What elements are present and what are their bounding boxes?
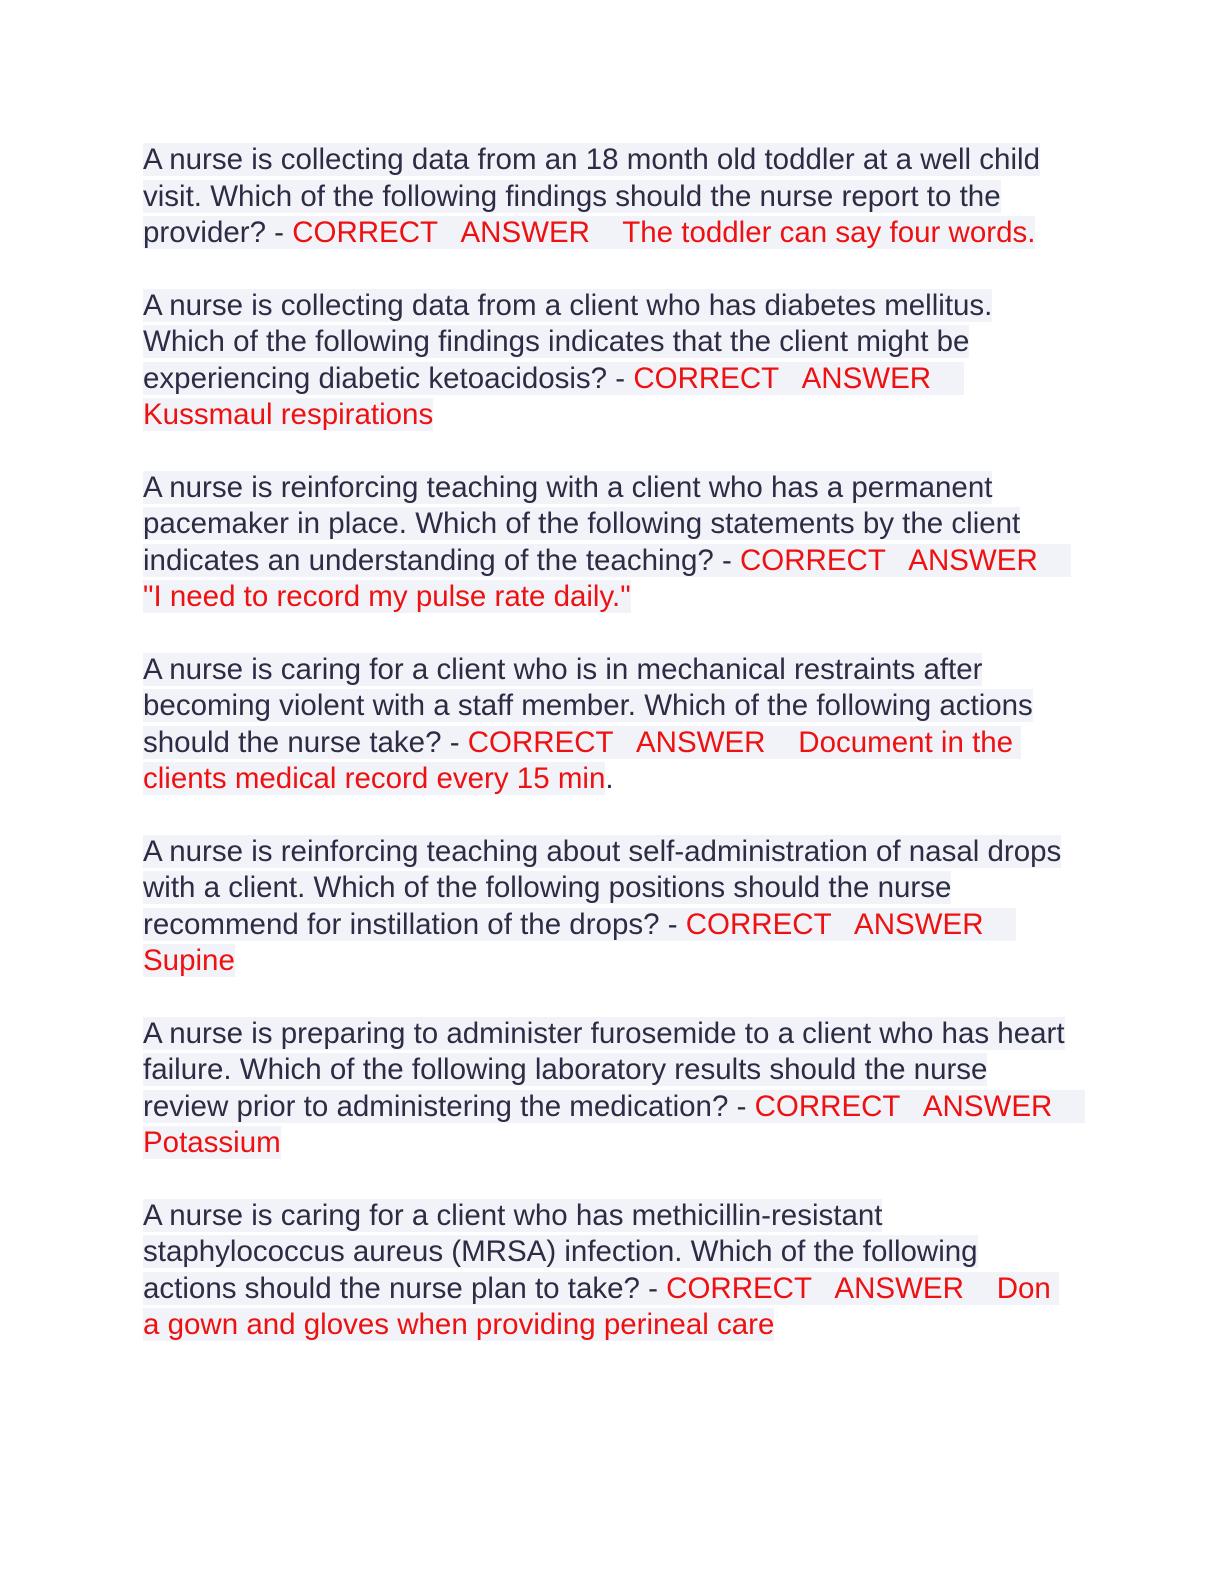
question-text: A nurse is preparing to administer furosemide to a client who has heart failure. Which of the following laboratory results should the nurse review prior to administering the medication?: [143, 1016, 1065, 1123]
qa-item-4: [143, 652, 1073, 798]
answer-text: CORRECT ANSWER Don a gown and gloves when providing perineal care: [143, 1271, 1060, 1341]
answer-separator: -: [639, 1271, 667, 1305]
question-text: A nurse is collecting data from a client who has diabetes mellitus. Which of the following findings indicates that the client might be experiencing diabetic ketoacidosis?: [143, 288, 993, 395]
qa-item-3: [143, 470, 1073, 616]
qa-item-6: [143, 1016, 1086, 1162]
answer-text: CORRECT ANSWER Supine: [143, 907, 1017, 977]
answer-text: CORRECT ANSWER "I need to record my pulse rate daily.": [143, 543, 1071, 613]
answer-separator: -: [441, 725, 468, 759]
answer-separator: -: [607, 361, 634, 395]
answer-separator: -: [728, 1089, 755, 1123]
question-text: A nurse is caring for a client who is in mechanical restraints after becoming violent with a staff member. Which of the following actions should the nurse take?: [143, 652, 1033, 759]
qa-item-1: [143, 142, 1073, 252]
answer-text: CORRECT ANSWER Document in the clients medical record every 15 min: [143, 725, 1022, 795]
qa-item-5: [143, 834, 1073, 980]
answer-trailing: .: [605, 762, 614, 795]
question-text: A nurse is collecting data from an 18 month old toddler at a well child visit. Which of the following findings should the nurse report to the provider?: [143, 143, 1040, 249]
question-text: A nurse is reinforcing teaching about self-administration of nasal drops with a client. Which of the following positions should the nurse recommend for instillation of the drops?: [143, 834, 1062, 941]
answer-separator: -: [265, 216, 293, 249]
answer-separator: -: [713, 543, 740, 577]
answer-text: CORRECT ANSWER The toddler can say four words.: [292, 216, 1036, 249]
answer-text: CORRECT ANSWER Potassium: [143, 1089, 1086, 1159]
document-page: [143, 142, 1086, 1380]
qa-item-2: [143, 288, 1073, 434]
qa-item-7: [143, 1198, 1073, 1344]
question-text: A nurse is reinforcing teaching with a client who has a permanent pacemaker in place. Which of the following statements by the client indicates an understanding of the teaching?: [143, 470, 1021, 577]
answer-text: CORRECT ANSWER Kussmaul respirations: [143, 361, 964, 431]
question-text: A nurse is caring for a client who has methicillin-resistant staphylococcus aureus (MRSA) infection. Which of the following actions should the nurse plan to take?: [143, 1198, 978, 1305]
answer-separator: -: [659, 907, 686, 941]
